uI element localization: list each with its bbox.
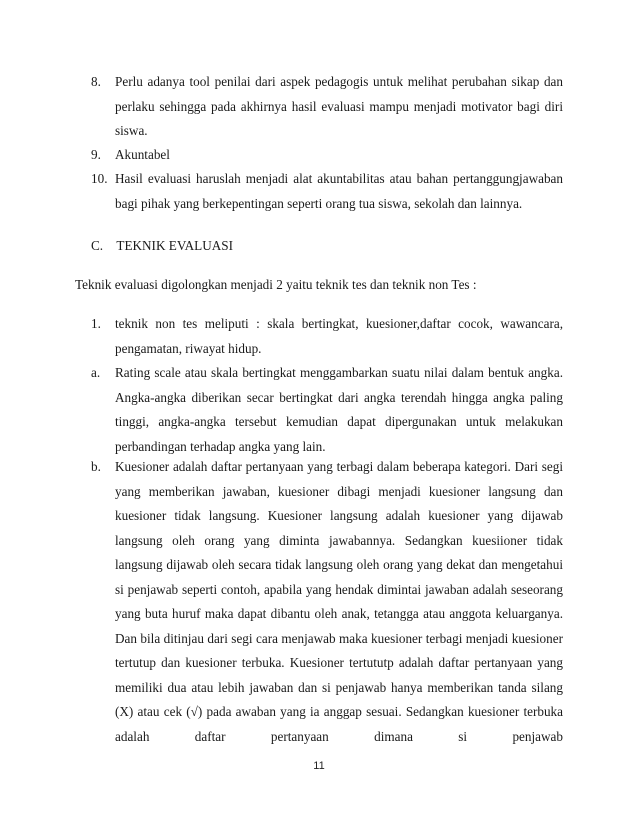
list-item-a <box>75 361 563 459</box>
list-item-10 <box>75 167 563 216</box>
list-item-text: Hasil evaluasi haruslah menjadi alat akuntabilitas atau bahan pertanggungjawaban bagi pihak yang berkepentingan seperti orang tua siswa, sekolah dan lainnya. <box>115 171 563 211</box>
section-heading <box>91 234 233 259</box>
list-marker: 9. <box>91 147 101 162</box>
list-marker: a. <box>91 365 101 380</box>
list-item-9 <box>75 143 563 168</box>
intro-paragraph: Teknik evaluasi digolongkan menjadi 2 yaitu teknik tes dan teknik non Tes : <box>75 277 477 292</box>
list-item-text: Kuesioner adalah daftar pertanyaan yang terbagi dalam beberapa kategori. Dari segi yang memberikan jawaban, kuesioner dibagi menjadi kuesioner langsung dan kuesioner tidak langsung. Kuesioner langsung adalah kuesioner yang dijawab langsung oleh orang yang diminta jawabannya. Sedangkan kuesiioner tidak langsung dijawab oleh secara tidak langsung oleh orang yang dekat dan mengetahui si penjawab seperti contoh, apabila yang hendak dimintai jawaban adalah seseorang yang buta huruf maka dapat dibantu oleh anak, tetangga atau anggota keluarganya. Dan bila ditinjau dari segi cara menjawab maka kuesioner terbagi menjadi kuesioner tertutup dan kuesioner terbuka. Kuesioner tertututp adalah daftar pertanyaan yang memiliki dua atau lebih jawaban dan si penjawab hanya memberikan tanda silang (X) atau cek (√) pada awaban yang ia anggap sesuai. Sedangkan kuesioner terbuka adalah daftar pertanyaan dimana si penjawab <box>115 459 563 744</box>
list-marker: 8. <box>91 74 101 89</box>
section-title: TEKNIK EVALUASI <box>116 238 233 253</box>
list-item-1 <box>75 312 563 361</box>
section-marker: C. <box>91 238 104 253</box>
list-item-text: teknik non tes meliputi : skala bertingkat, kuesioner,daftar cocok, wawancara, pengamatan, riwayat hidup. <box>115 316 563 356</box>
page-number: 11 <box>313 760 325 772</box>
list-item-text: Perlu adanya tool penilai dari aspek pedagogis untuk melihat perubahan sikap dan perlaku sehingga pada akhirnya hasil evaluasi mampu menjadi motivator bagi diri siswa. <box>115 74 563 138</box>
list-item-text: Rating scale atau skala bertingkat menggambarkan suatu nilai dalam bentuk angka. Angka-angka diberikan secar bertingkat dari angka terendah hingga angka paling tinggi, angka-angka tersebut kemudian dapat dipergunakan untuk melakukan perbandingan terhadap angka yang lain. <box>115 365 563 454</box>
list-marker: b. <box>91 459 101 474</box>
list-marker: 10. <box>91 171 108 186</box>
list-marker: 1. <box>91 316 101 331</box>
list-item-8 <box>75 70 563 144</box>
list-item-b <box>75 455 563 749</box>
list-item-text: Akuntabel <box>115 147 170 162</box>
